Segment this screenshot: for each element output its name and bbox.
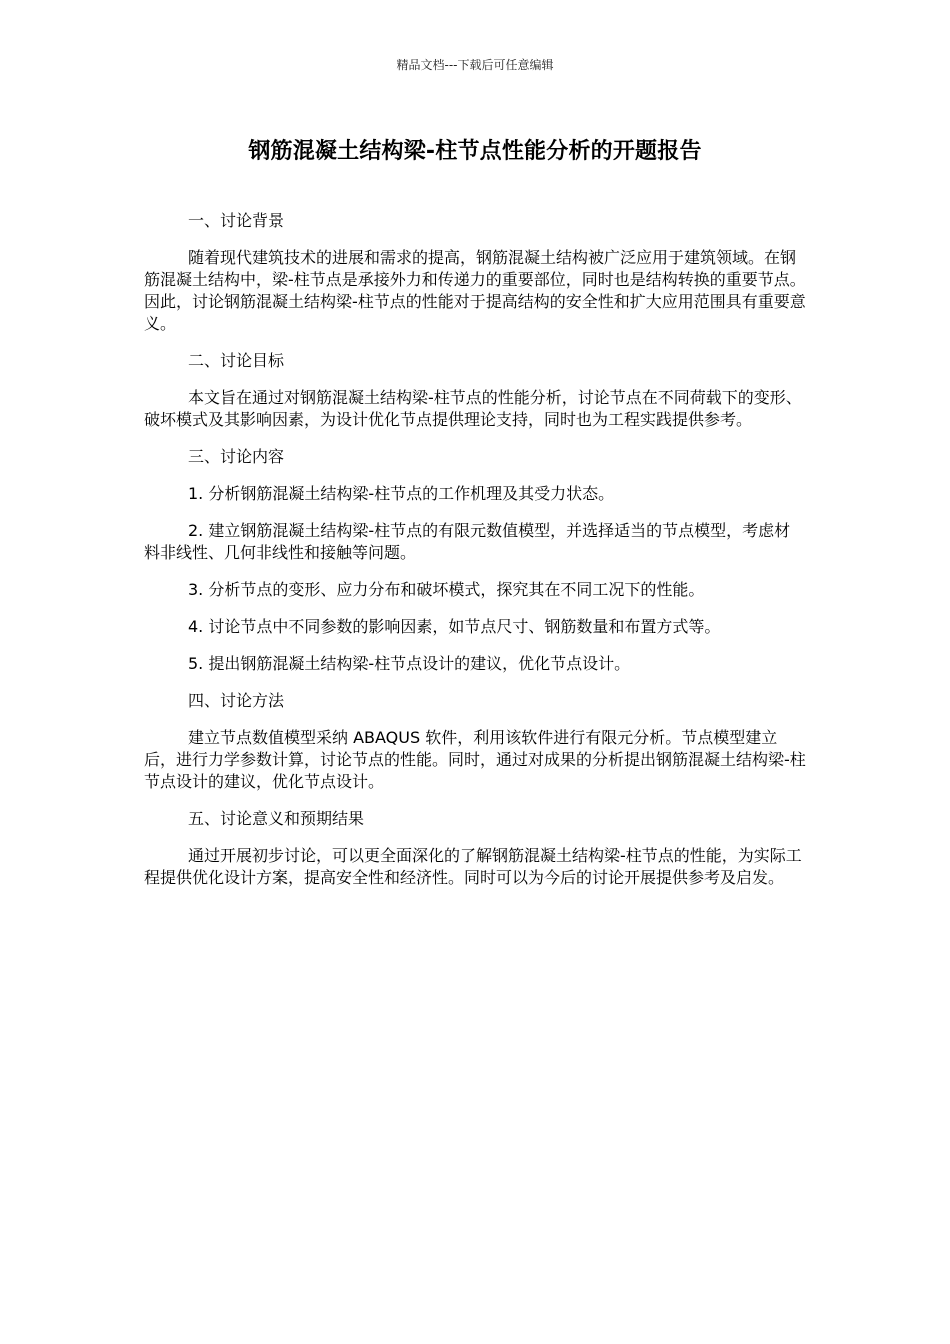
content-list-item: 5. 提出钢筋混凝土结构梁-柱节点设计的建议，优化节点设计。 xyxy=(188,654,631,673)
section-paragraph-method: 建立节点数值模型采纳 ABAQUS 软件，利用该软件进行有限元分析。节点模型建立后，进行力学参数计算，讨论节点的性能。同时，通过对成果的分析提出钢筋混凝土结构梁-柱节点设计的建议，优化节点设计。 xyxy=(144,728,806,791)
section-paragraph-background: 随着现代建筑技术的进展和需求的提高，钢筋混凝土结构被广泛应用于建筑领域。在钢筋混凝土结构中，梁-柱节点是承接外力和传递力的重要部位，同时也是结构转换的重要节点。因此，讨论钢筋混凝土结构梁-柱节点的性能对于提高结构的安全性和扩大应用范围具有重要意义。 xyxy=(144,248,806,333)
content-list-item: 4. 讨论节点中不同参数的影响因素，如节点尺寸、钢筋数量和布置方式等。 xyxy=(188,617,721,636)
section-heading-objective: 二、讨论目标 xyxy=(188,351,285,370)
section-paragraph-significance: 通过开展初步讨论，可以更全面深化的了解钢筋混凝土结构梁-柱节点的性能，为实际工程提供优化设计方案，提高安全性和经济性。同时可以为今后的讨论开展提供参考及启发。 xyxy=(144,846,802,887)
section-heading-content: 三、讨论内容 xyxy=(188,447,285,466)
document-body xyxy=(144,210,806,904)
content-list-item: 1. 分析钢筋混凝土结构梁-柱节点的工作机理及其受力状态。 xyxy=(188,484,615,503)
content-list-item: 3. 分析节点的变形、应力分布和破坏模式，探究其在不同工况下的性能。 xyxy=(188,580,705,599)
section-heading-method: 四、讨论方法 xyxy=(188,691,285,710)
document-title: 钢筋混凝土结构梁-柱节点性能分析的开题报告 xyxy=(248,139,702,164)
section-paragraph-objective: 本文旨在通过对钢筋混凝土结构梁-柱节点的性能分析，讨论节点在不同荷载下的变形、破坏模式及其影响因素，为设计优化节点提供理论支持，同时也为工程实践提供参考。 xyxy=(144,388,802,429)
section-heading-significance: 五、讨论意义和预期结果 xyxy=(188,809,365,828)
content-list-item: 2. 建立钢筋混凝土结构梁-柱节点的有限元数值模型，并选择适当的节点模型，考虑材料非线性、几何非线性和接触等问题。 xyxy=(144,521,791,562)
page-header: 精品文档---下载后可任意编辑 xyxy=(396,58,554,72)
section-heading-background: 一、讨论背景 xyxy=(188,211,285,230)
